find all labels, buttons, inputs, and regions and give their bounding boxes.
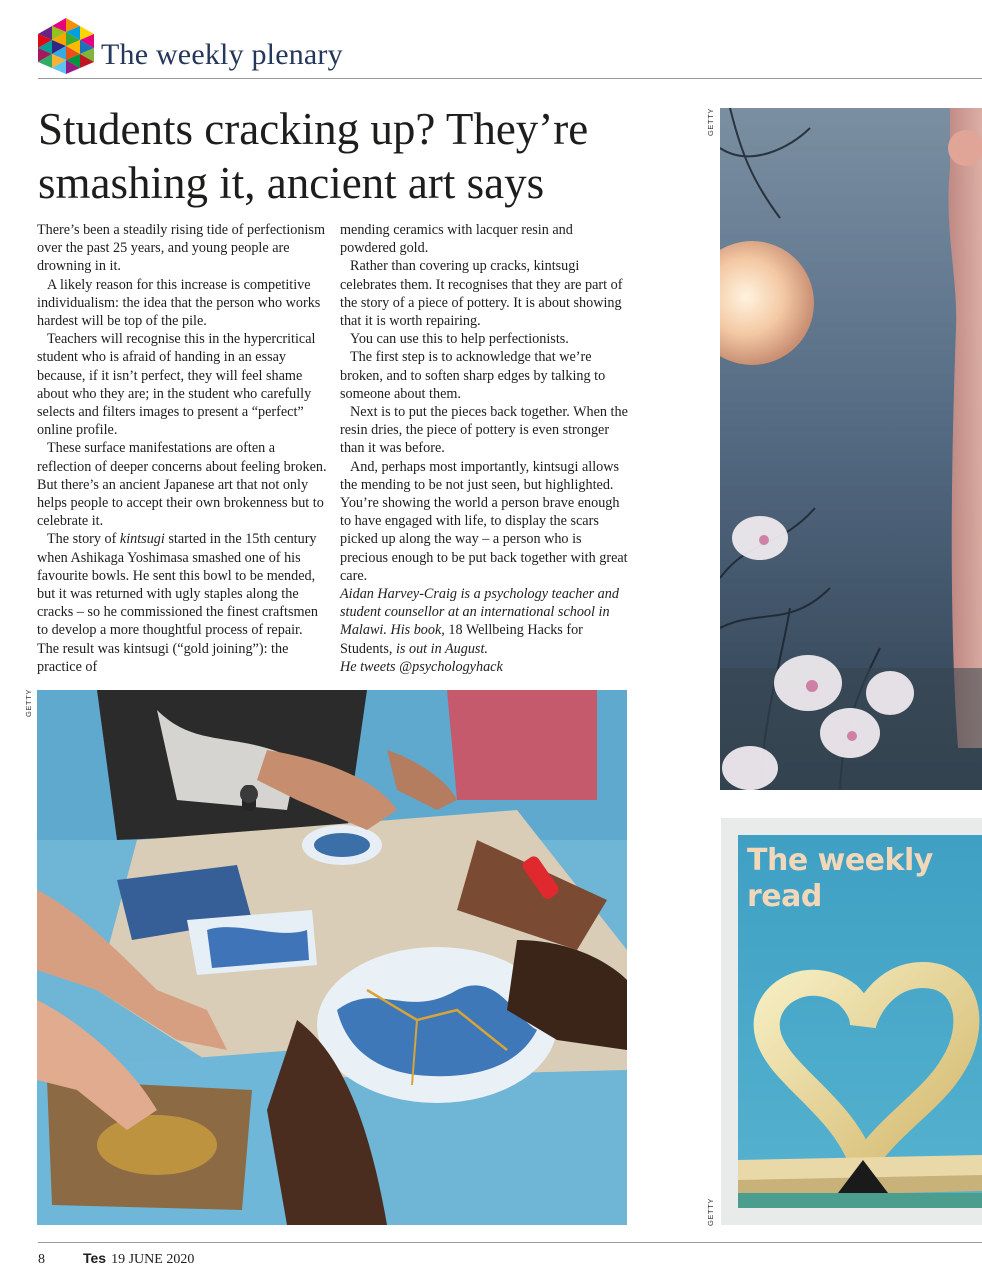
article-paragraph: A likely reason for this increase is competitive individualism: the idea that the person who works hardest will be top of the pile.: [37, 276, 321, 330]
article-paragraph: The first step is to acknowledge that we’re broken, and to soften sharp edges by talking to someone about them.: [340, 349, 606, 402]
article-column-2: [340, 221, 630, 676]
article-paragraph: These surface manifestations are often a reflection of deeper concerns about feeling broken. But there’s an ancient Japanese art that not only helps people to accept their own brokenness but to celebrate it.: [37, 440, 327, 530]
weekly-read-title-line-1: The weekly: [747, 843, 933, 878]
article-paragraph: You can use this to help perfectionists.: [350, 331, 569, 348]
lantern-orchid-photo: [720, 108, 982, 790]
tes-logo-icon: [38, 18, 94, 74]
photo-credit: GETTY: [24, 688, 33, 717]
kintsugi-workshop-photo: [37, 690, 627, 1225]
weekly-read-title-line-2: read: [747, 879, 822, 914]
photo-credit: GETTY: [706, 1197, 715, 1226]
byline-text: is out in August.: [392, 640, 488, 657]
headline-line-1: Students cracking up? They’re: [38, 104, 589, 154]
article-paragraph: Teachers will recognise this in the hypercritical student who is afraid of handing in an essay because, if it isn’t perfect, they will feel shame about who they are; in the student who carefully selects and filters images to present a “perfect” online profile.: [37, 331, 316, 439]
article-headline: [38, 102, 678, 210]
article-paragraph: There’s been a steadily rising tide of perfectionism over the past 25 years, and young people are drowning in it.: [37, 222, 325, 275]
section-title: The weekly plenary: [101, 38, 343, 71]
text-run: The story of: [47, 531, 120, 548]
byline-text: Aidan Harvey-Craig is a psychology teacher and student counsellor at an international school in Malawi. His book,: [340, 586, 619, 639]
headline-line-2: smashing it, ancient art says: [38, 158, 545, 208]
header-divider: [38, 78, 982, 79]
author-byline: [340, 585, 630, 676]
text-run: started in the 15th century when Ashikaga Yoshimasa smashed one of his favourite bowls. He sent this bowl to be mended, but it was returned with ugly staples along the cracks – so he commissioned the finest craftsmen to develop a more thoughtful process of repair. The result was kintsugi (“gold joining”): the practice of: [37, 531, 318, 675]
article-paragraph: mending ceramics with lacquer resin and powdered gold.: [340, 222, 573, 257]
article-paragraph: Rather than covering up cracks, kintsugi celebrates them. It recognises that they are part of the story of a piece of pottery. It is about showing that it is worth repairing.: [340, 258, 623, 330]
article-paragraph-kintsugi-story: [37, 530, 327, 676]
article-paragraph: And, perhaps most importantly, kintsugi allows the mending to be not just seen, but highlighted. You’re showing the world a person brave enough to have engaged with life, to display the scars picked up along the way – a person who is precious enough to be put back together with great care.: [340, 458, 628, 584]
page-number: 8: [38, 1252, 45, 1267]
photo-credit: GETTY: [706, 107, 715, 136]
article-paragraph: Next is to put the pieces back together. When the resin dries, the piece of pottery is even stronger than it was before.: [340, 404, 628, 457]
article-column-1: [37, 221, 327, 676]
weekly-read-title: [747, 843, 967, 915]
issue-date: 19 JUNE 2020: [111, 1252, 195, 1267]
page-footer: [38, 1250, 194, 1268]
brand-name: Tes: [83, 1250, 107, 1266]
book-title: 18 Wellbeing Hacks for Students,: [340, 622, 583, 657]
author-twitter: He tweets @psychologyhack: [340, 658, 503, 675]
footer-divider: [38, 1242, 982, 1243]
kintsugi-term: kintsugi: [119, 531, 165, 548]
